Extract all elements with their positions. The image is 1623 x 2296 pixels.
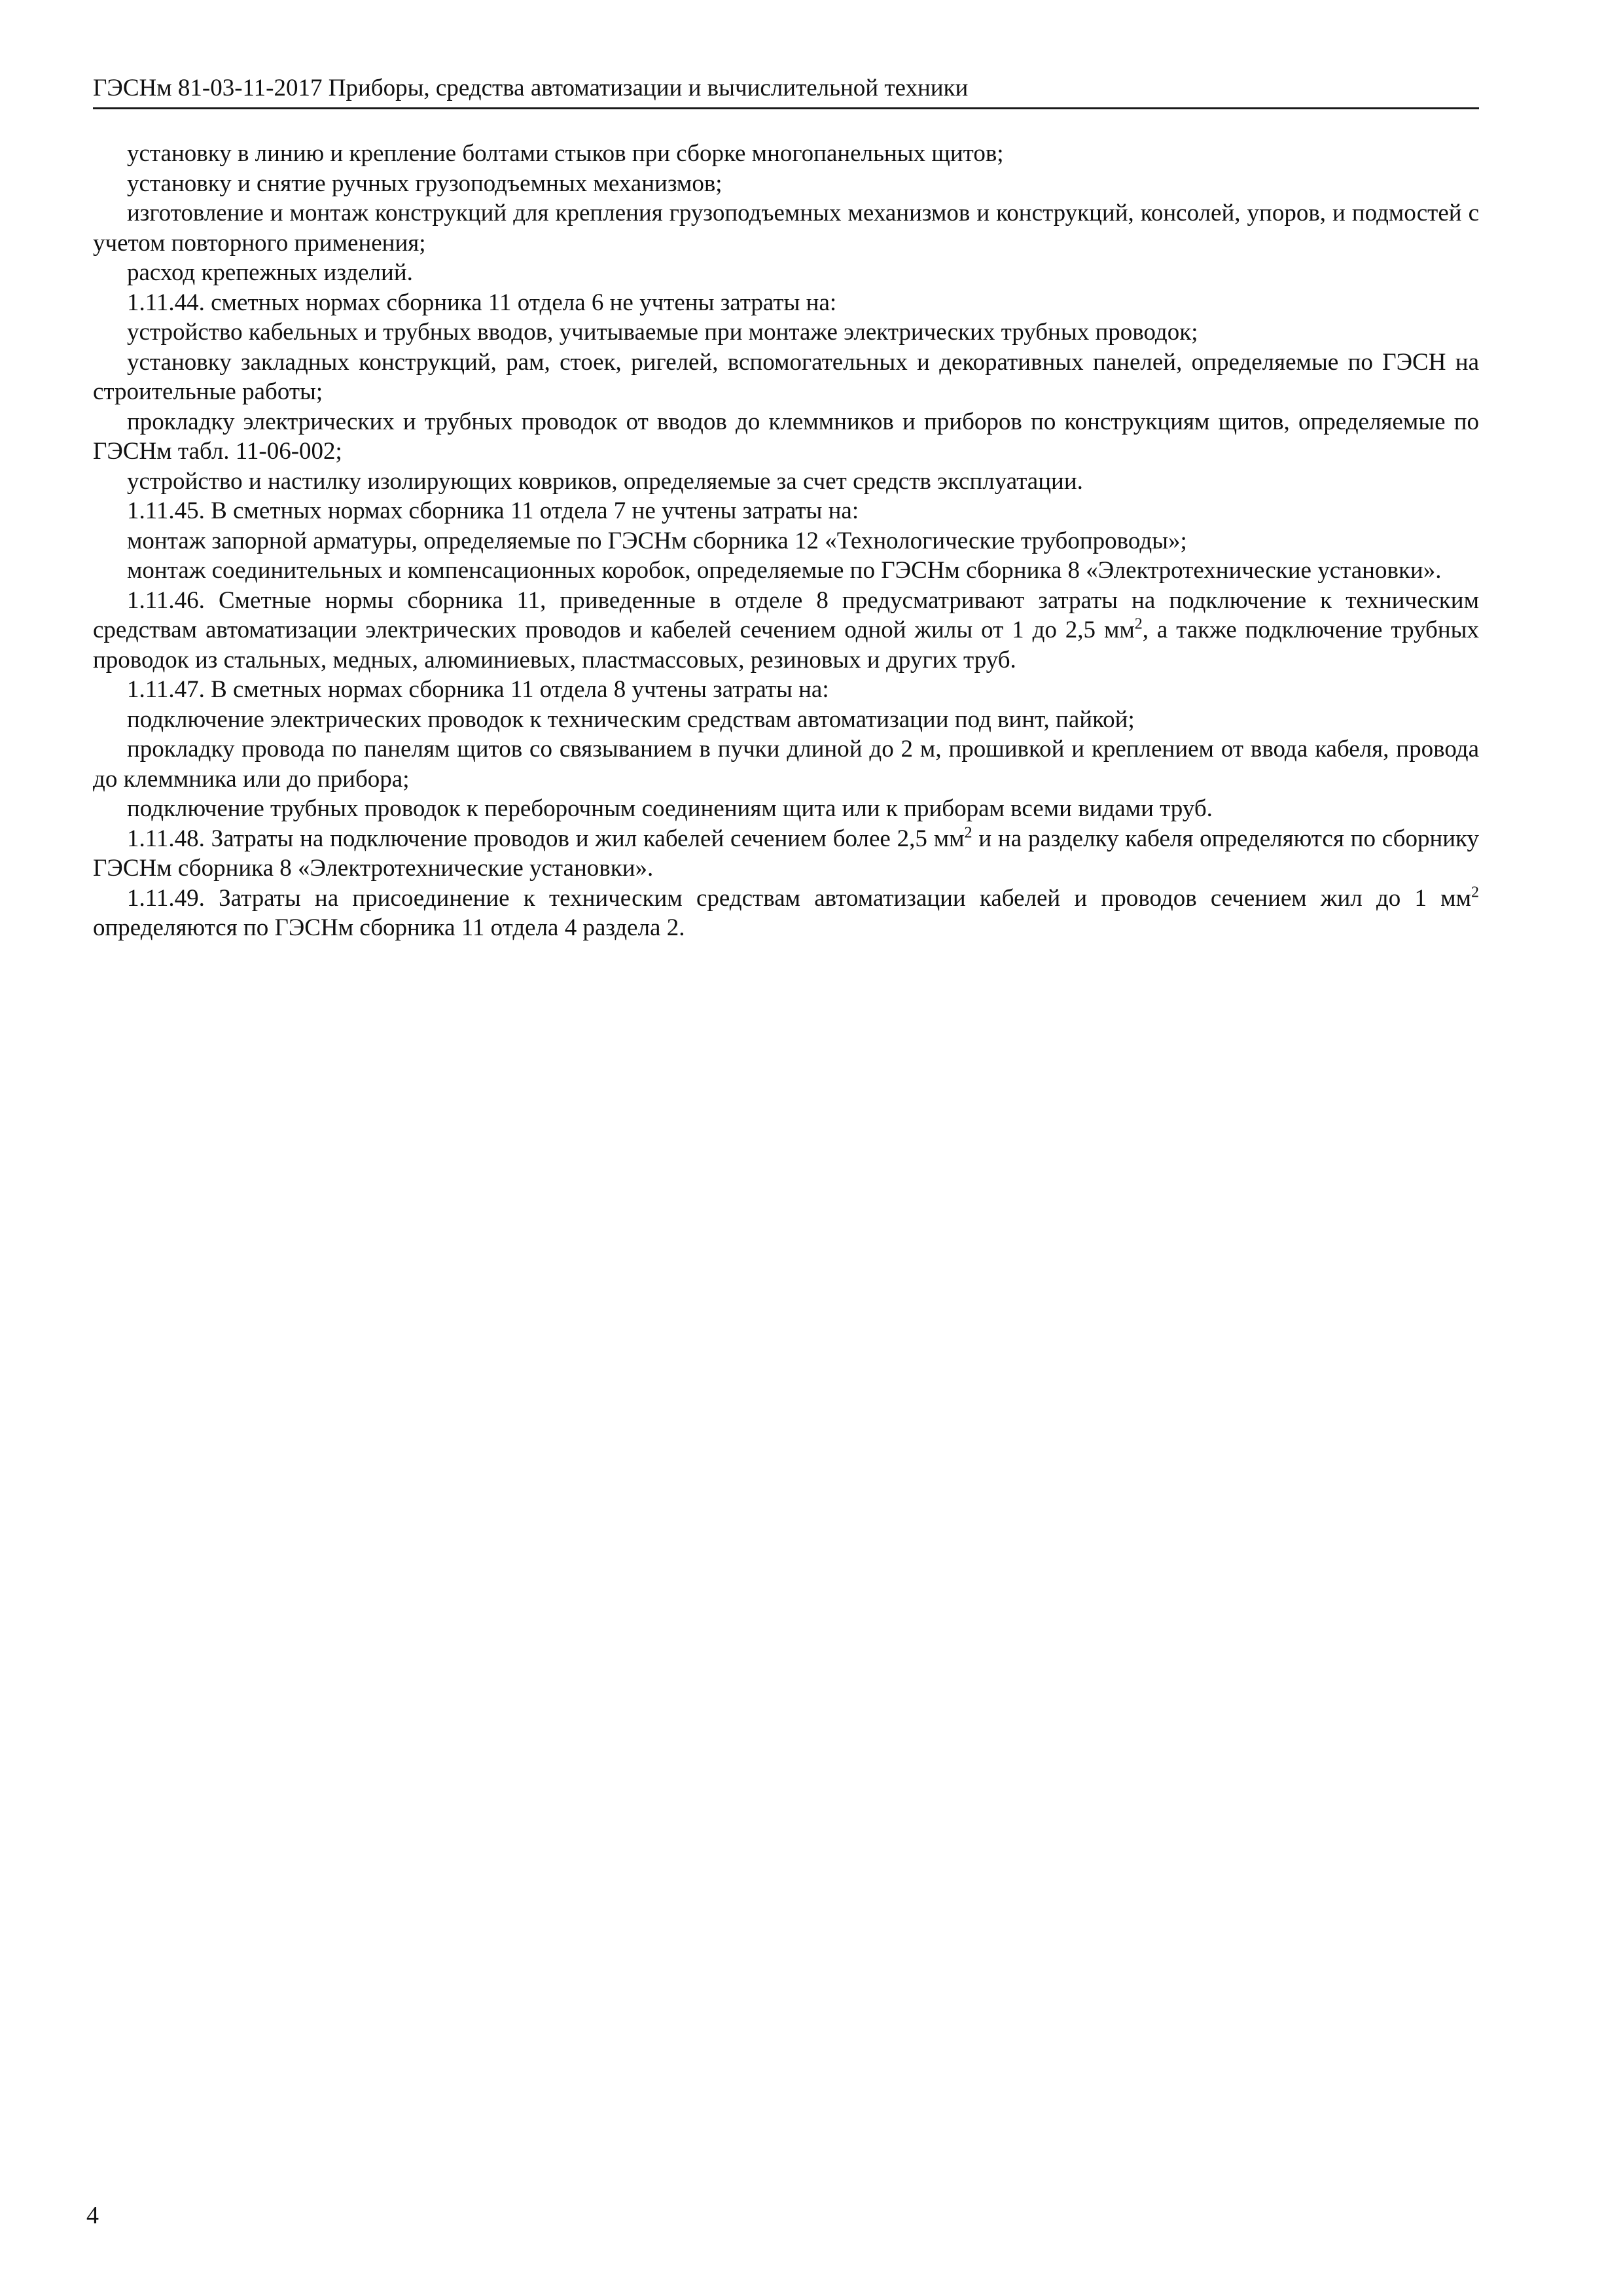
header-title: ГЭСНм 81-03-11-2017 Приборы, средства автоматизации и вычислительной техники <box>93 75 969 101</box>
page-header <box>93 73 1479 109</box>
paragraph <box>93 884 1479 943</box>
paragraph: установку в линию и крепление болтами стыков при сборке многопанельных щитов; <box>127 140 1004 167</box>
paragraph: подключение электрических проводок к техническим средствам автоматизации под винт, пайкой; <box>127 706 1135 733</box>
paragraph-text: 1.11.46. Сметные нормы сборника 11, приведенные в отделе 8 предусматривают затраты на подключение к техническим средствам автоматизации электрических проводов и кабелей сечением одной жилы от 1 до 2,5 мм <box>93 586 1479 643</box>
paragraph <box>93 586 1479 675</box>
paragraph-text: и на разделку кабеля определяются по сборнику ГЭСНм сборника 8 «Электротехнические установки». <box>93 825 1480 882</box>
paragraph-text: 1.11.48. Затраты на подключение проводов и жил кабелей сечением более 2,5 мм <box>127 825 965 852</box>
paragraph: изготовление и монтаж конструкций для крепления грузоподъемных механизмов и конструкций, консолей, упоров, и подмостей с учетом повторного применения; <box>93 200 1479 257</box>
paragraph: устройство и настилку изолирующих ковриков, определяемые за счет средств эксплуатации. <box>127 467 1083 495</box>
paragraph: установку и снятие ручных грузоподъемных механизмов; <box>127 170 722 197</box>
paragraph: 1.11.44. сметных нормах сборника 11 отдела 6 не учтены затраты на: <box>127 289 837 316</box>
paragraph: устройство кабельных и трубных вводов, учитываемые при монтаже электрических трубных проводок; <box>127 319 1198 346</box>
paragraph: прокладку провода по панелям щитов со связыванием в пучки длиной до 2 м, прошивкой и креплением от ввода кабеля, провода до клеммника или до прибора; <box>93 736 1479 793</box>
paragraph <box>93 824 1479 884</box>
paragraph: монтаж соединительных и компенсационных коробок, определяемые по ГЭСНм сборника 8 «Электротехнические установки». <box>127 557 1442 584</box>
paragraph: монтаж запорной арматуры, определяемые по ГЭСНм сборника 12 «Технологические трубопроводы»; <box>127 527 1187 554</box>
superscript: 2 <box>1134 615 1143 633</box>
paragraph: прокладку электрических и трубных проводок от вводов до клеммников и приборов по конструкциям щитов, определяемые по ГЭСНм табл. 11-06-002; <box>93 408 1479 465</box>
paragraph: 1.11.47. В сметных нормах сборника 11 отдела 8 учтены затраты на: <box>127 676 829 703</box>
paragraph: установку закладных конструкций, рам, стоек, ригелей, вспомогательных и декоративных панелей, определяемые по ГЭСН на строительные работы; <box>93 348 1479 405</box>
paragraph: расход крепежных изделий. <box>127 259 413 286</box>
paragraph-text: , а также подключение трубных проводок из стальных, медных, алюминиевых, пластмассовых, резиновых и других труб. <box>93 617 1479 673</box>
page-number: 4 <box>86 2202 99 2229</box>
paragraph-text: определяются по ГЭСНм сборника 11 отдела 4 раздела 2. <box>93 914 685 941</box>
document-body <box>93 139 1479 943</box>
superscript: 2 <box>964 824 972 842</box>
paragraph: 1.11.45. В сметных нормах сборника 11 отдела 7 не учтены затраты на: <box>127 497 859 524</box>
paragraph-text: 1.11.49. Затраты на присоединение к техническим средствам автоматизации кабелей и проводов сечением жил до 1 мм <box>127 884 1471 912</box>
paragraph: подключение трубных проводок к переборочным соединениям щита или к приборам всеми видами труб. <box>127 795 1213 822</box>
superscript: 2 <box>1471 884 1479 901</box>
